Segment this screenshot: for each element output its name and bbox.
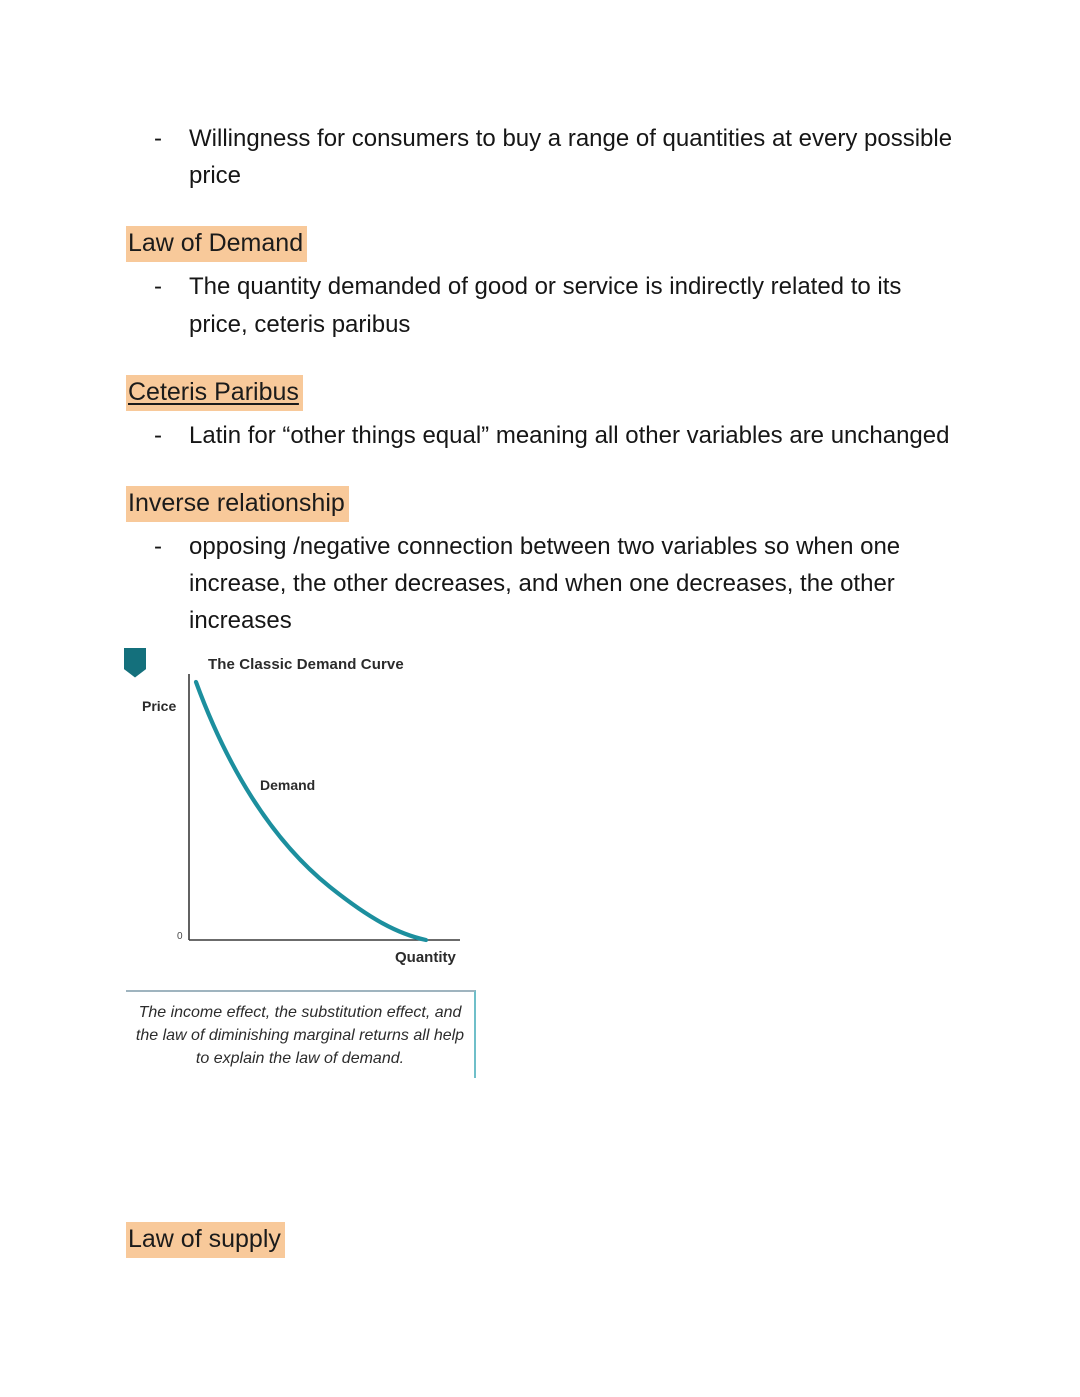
spacer — [126, 196, 970, 226]
page-title-law-of-demand: Law of Demand — [126, 226, 307, 262]
section-heading-law-of-demand-row — [126, 226, 970, 262]
list-item — [126, 268, 956, 342]
list-item-text: Latin for “other things equal” meaning all other variables are unchanged — [189, 421, 950, 449]
section-heading-inverse-relationship-row — [126, 486, 970, 522]
bullet-list-law-of-demand — [126, 268, 970, 342]
chart-series-label-demand: Demand — [260, 776, 316, 793]
section-heading-ceteris-paribus-row — [126, 375, 970, 411]
list-item-text: Willingness for consumers to buy a range of quantities at every possible price — [189, 125, 953, 190]
spacer — [126, 456, 970, 486]
chart-demand-curve — [130, 654, 482, 984]
list-item — [126, 417, 956, 454]
page-title-law-of-supply: Law of supply — [126, 1222, 285, 1258]
page-title-inverse-relationship: Inverse relationship — [126, 486, 349, 522]
chart-plot-area — [130, 654, 482, 984]
bullet-marker: - — [154, 125, 162, 152]
figure-demand-curve — [126, 654, 486, 1079]
section-heading-law-of-supply-row — [126, 1222, 285, 1258]
page-title-ceteris-paribus: Ceteris Paribus — [126, 375, 303, 411]
chart-title: The Classic Demand Curve — [208, 655, 404, 673]
list-item — [126, 528, 956, 640]
chart-x-axis-label: Quantity — [395, 948, 456, 966]
figure-caption-text: The income effect, the substitution effect, and the law of diminishing marginal returns all help to explain the law of demand. — [135, 1003, 465, 1067]
list-item — [126, 120, 956, 194]
top-bullet-list — [126, 120, 970, 194]
list-item-text: opposing /negative connection between two variables so when one increase, the other decreases, and when one decreases, the other increases — [189, 532, 901, 635]
list-item-text: The quantity demanded of good or service is indirectly related to its price, ceteris paribus — [189, 273, 902, 338]
bullet-marker: - — [154, 273, 162, 301]
chart-y-axis-label: Price — [142, 697, 177, 714]
bullet-marker: - — [154, 421, 162, 449]
bullet-list-inverse-relationship — [126, 528, 970, 640]
bullet-marker: - — [154, 532, 162, 560]
figure-caption-box — [126, 990, 476, 1079]
bullet-list-ceteris-paribus — [126, 417, 970, 454]
chart-origin-label: 0 — [177, 930, 183, 942]
spacer — [126, 345, 970, 375]
